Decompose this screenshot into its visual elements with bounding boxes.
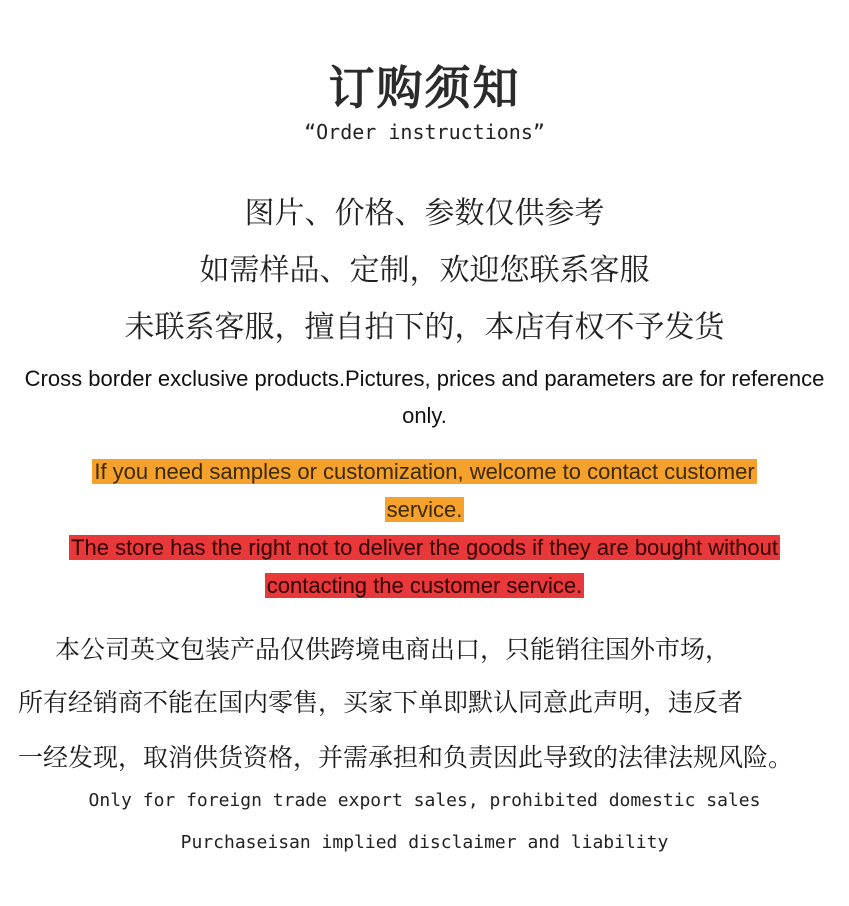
notice-samples-en-line1: If you need samples or customization, welcome to contact customer (94, 459, 755, 484)
notice-right-cn: 未联系客服，擅自拍下的，本店有权不予发货 (124, 310, 725, 345)
notice-reference-cn: 图片、价格、参数仅供参考 (244, 196, 605, 231)
notice-reference-en: Cross border exclusive products.Pictures, prices and parameters are for reference only. (24, 366, 825, 428)
notice-samples-cn: 如需样品、定制，欢迎您联系客服 (199, 253, 650, 288)
disclaimer-note: Purchaseisan implied disclaimer and liability (180, 832, 669, 853)
export-only-note: Only for foreign trade export sales, prohibited domestic sales (88, 790, 761, 811)
page-subtitle: “Order instructions” (304, 120, 545, 144)
notice-right-en-line1: The store has the right not to deliver the goods if they are bought without (71, 535, 778, 560)
notice-right-en (0, 529, 849, 605)
notice-right-en-line2: contacting the customer service. (266, 573, 583, 598)
statement-line-2: 所有经销商不能在国内零售，买家下单即默认同意此声明，违反者 (18, 688, 744, 717)
statement-line-1: 本公司英文包装产品仅供跨境电商出口，只能销往国外市场， (55, 635, 731, 664)
statement-line-3: 一经发现，取消供货资格，并需承担和负责因此导致的法律法规风险。 (18, 743, 794, 772)
notice-samples-en (0, 453, 849, 529)
notice-samples-en-line2: service. (386, 497, 463, 522)
page-title: 订购须知 (328, 61, 521, 115)
